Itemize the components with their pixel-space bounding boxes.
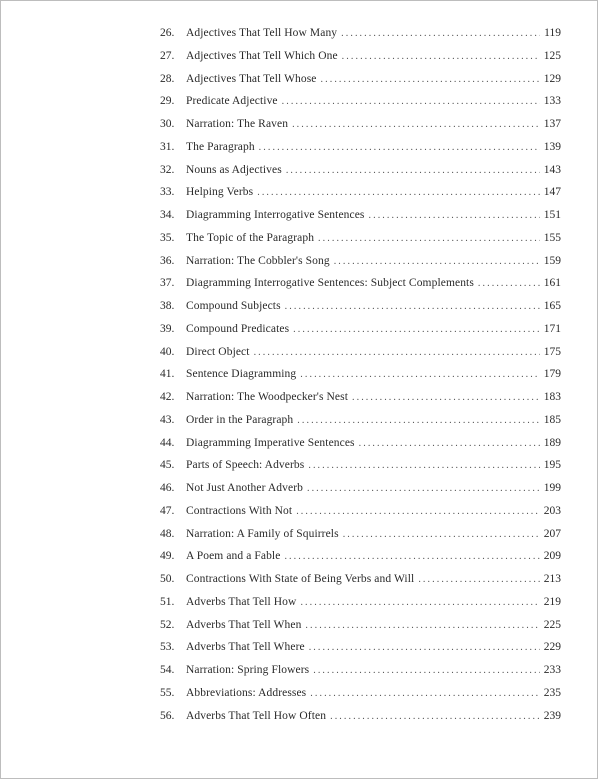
toc-entry	[160, 318, 561, 341]
dot-leader	[321, 69, 540, 92]
dot-leader	[330, 706, 540, 729]
toc-entry-number: 55.	[160, 686, 175, 699]
toc-entry-title: Parts of Speech: Adverbs	[186, 459, 305, 472]
toc-entry-number: 36.	[160, 254, 175, 267]
toc-entry-page: 129	[543, 72, 561, 85]
toc-entry	[160, 341, 561, 364]
dot-leader	[292, 114, 540, 137]
toc-entry-page: 137	[543, 118, 561, 130]
toc-entry-title: The Topic of the Paragraph	[186, 231, 315, 244]
toc-entry-number: 35.	[160, 231, 175, 244]
toc-entry-title: Narration: The Cobbler's Song	[186, 254, 330, 267]
dot-leader	[359, 433, 540, 456]
toc-entry-title: Adjectives That Tell Which One	[186, 49, 338, 62]
toc-entry	[160, 705, 561, 728]
toc-entry-page: 175	[543, 345, 561, 358]
toc-entry-page: 199	[543, 482, 561, 494]
toc-entry-page: 165	[543, 300, 561, 312]
dot-leader	[282, 91, 540, 114]
toc-entry	[160, 477, 561, 500]
dot-leader	[285, 296, 540, 319]
toc-entry	[160, 409, 561, 432]
dot-leader	[308, 455, 539, 478]
toc-entry-number: 51.	[160, 595, 175, 608]
dot-leader	[352, 387, 540, 410]
toc-entry	[160, 386, 561, 409]
dot-leader	[257, 182, 540, 205]
toc-entry-page: 195	[543, 459, 561, 472]
toc-entry-page: 151	[543, 209, 561, 221]
toc-entry-title: Narration: A Family of Squirrels	[186, 527, 339, 540]
toc-entry-title: A Poem and a Fable	[186, 550, 281, 563]
toc-entry-page: 119	[544, 27, 561, 39]
toc-entry-page: 233	[543, 664, 561, 676]
dot-leader	[334, 251, 540, 274]
toc-entry	[160, 90, 561, 113]
toc-entry-page: 207	[543, 527, 561, 540]
toc-entry-page: 239	[543, 709, 561, 722]
toc-entry	[160, 45, 561, 68]
toc-entry-number: 34.	[160, 209, 175, 221]
toc-entry-number: 49.	[160, 550, 175, 563]
toc-entry-number: 39.	[160, 322, 175, 335]
toc-entry-number: 28.	[160, 72, 175, 85]
toc-entry-title: The Paragraph	[186, 140, 255, 153]
toc-entry-page: 155	[543, 231, 561, 244]
table-of-contents	[160, 22, 561, 727]
dot-leader	[300, 592, 539, 615]
toc-entry-number: 37.	[160, 277, 175, 290]
toc-entry-title: Adjectives That Tell How Many	[186, 27, 338, 39]
toc-entry-title: Adverbs That Tell When	[186, 618, 302, 631]
toc-entry-number: 38.	[160, 300, 175, 312]
dot-leader	[307, 478, 540, 501]
toc-entry	[160, 181, 561, 204]
toc-entry-title: Narration: The Raven	[186, 118, 289, 130]
dot-leader	[478, 273, 540, 296]
toc-entry-page: 147	[543, 186, 561, 199]
toc-entry	[160, 204, 561, 227]
toc-entry-page: 225	[543, 618, 561, 631]
toc-entry-number: 33.	[160, 186, 175, 199]
toc-entry-number: 45.	[160, 459, 175, 472]
toc-entry-title: Predicate Adjective	[186, 95, 278, 108]
toc-entry-title: Diagramming Imperative Sentences	[186, 436, 355, 449]
toc-entry-title: Adverbs That Tell How Often	[186, 709, 327, 722]
toc-entry	[160, 523, 561, 546]
toc-entry-number: 50.	[160, 573, 175, 585]
toc-entry-title: Order in the Paragraph	[186, 413, 294, 426]
toc-entry-title: Not Just Another Adverb	[186, 482, 303, 494]
toc-entry-page: 209	[543, 550, 561, 563]
toc-entry-title: Narration: Spring Flowers	[186, 664, 310, 676]
toc-entry-number: 46.	[160, 482, 175, 494]
dot-leader	[341, 23, 540, 46]
toc-entry-page: 179	[543, 368, 561, 381]
toc-entry-page: 133	[543, 95, 561, 108]
toc-entry-number: 31.	[160, 140, 175, 153]
toc-entry	[160, 136, 561, 159]
toc-entry-page: 229	[543, 641, 561, 654]
toc-entry-title: Helping Verbs	[186, 186, 254, 199]
toc-entry-number: 32.	[160, 163, 175, 176]
toc-entry-number: 54.	[160, 664, 175, 676]
toc-entry-page: 235	[543, 686, 561, 699]
toc-entry-page: 213	[543, 573, 561, 585]
toc-entry-number: 47.	[160, 504, 175, 517]
toc-entry	[160, 545, 561, 568]
toc-entry-number: 48.	[160, 527, 175, 540]
dot-leader	[293, 319, 540, 342]
toc-entry-title: Adverbs That Tell Where	[186, 641, 305, 654]
toc-entry	[160, 614, 561, 637]
toc-entry-page: 203	[543, 504, 561, 517]
toc-entry-number: 44.	[160, 436, 175, 449]
dot-leader	[309, 637, 540, 660]
toc-entry	[160, 363, 561, 386]
dot-leader	[369, 205, 540, 228]
dot-leader	[305, 615, 539, 638]
toc-entry-page: 159	[543, 254, 561, 267]
toc-entry	[160, 659, 561, 682]
dot-leader	[297, 410, 539, 433]
toc-entry-number: 26.	[160, 27, 175, 39]
dot-leader	[259, 137, 540, 160]
toc-entry-page: 125	[543, 49, 561, 62]
dot-leader	[313, 660, 540, 683]
toc-entry-title: Narration: The Woodpecker's Nest	[186, 391, 348, 403]
toc-entry-title: Contractions With Not	[186, 504, 293, 517]
toc-entry	[160, 295, 561, 318]
dot-leader	[300, 364, 539, 387]
dot-leader	[310, 683, 539, 706]
dot-leader	[284, 546, 539, 569]
toc-entry-title: Diagramming Interrogative Sentences: Subject Complements	[186, 277, 474, 290]
dot-leader	[343, 524, 540, 547]
toc-entry	[160, 227, 561, 250]
toc-entry-page: 139	[543, 140, 561, 153]
toc-entry-page: 161	[543, 277, 561, 290]
toc-entry	[160, 568, 561, 591]
dot-leader	[342, 46, 540, 69]
toc-entry-page: 183	[543, 391, 561, 403]
toc-entry	[160, 500, 561, 523]
toc-entry	[160, 159, 561, 182]
dot-leader	[286, 160, 540, 183]
toc-entry	[160, 636, 561, 659]
toc-entry	[160, 272, 561, 295]
toc-entry-title: Abbreviations: Addresses	[186, 686, 307, 699]
toc-entry-title: Adverbs That Tell How	[186, 595, 297, 608]
dot-leader	[318, 228, 540, 251]
toc-entry	[160, 682, 561, 705]
toc-entry-title: Compound Predicates	[186, 322, 290, 335]
dot-leader	[254, 342, 540, 365]
toc-entry	[160, 250, 561, 273]
toc-entry-page: 189	[543, 436, 561, 449]
toc-entry-number: 42.	[160, 391, 175, 403]
toc-entry-page: 143	[543, 163, 561, 176]
toc-entry	[160, 113, 561, 136]
toc-entry-number: 27.	[160, 49, 175, 62]
toc-entry-number: 56.	[160, 709, 175, 722]
toc-entry	[160, 591, 561, 614]
toc-entry	[160, 432, 561, 455]
toc-entry-number: 41.	[160, 368, 175, 381]
toc-entry-title: Direct Object	[186, 345, 250, 358]
toc-entry-number: 40.	[160, 345, 175, 358]
toc-entry	[160, 454, 561, 477]
toc-entry-title: Compound Subjects	[186, 300, 281, 312]
toc-entry-title: Diagramming Interrogative Sentences	[186, 209, 365, 221]
dot-leader	[296, 501, 540, 524]
toc-entry-title: Nouns as Adjectives	[186, 163, 282, 176]
toc-entry-number: 30.	[160, 118, 175, 130]
dot-leader	[418, 569, 539, 592]
toc-entry-title: Sentence Diagramming	[186, 368, 297, 381]
toc-entry-title: Adjectives That Tell Whose	[186, 72, 317, 85]
toc-entry-number: 43.	[160, 413, 175, 426]
toc-entry-number: 53.	[160, 641, 175, 654]
toc-entry	[160, 68, 561, 91]
toc-entry-page: 185	[543, 413, 561, 426]
toc-entry-number: 52.	[160, 618, 175, 631]
toc-entry-page: 171	[543, 322, 561, 335]
toc-entry-number: 29.	[160, 95, 175, 108]
toc-entry	[160, 22, 561, 45]
toc-entry-title: Contractions With State of Being Verbs and Will	[186, 573, 415, 585]
toc-entry-page: 219	[543, 595, 561, 608]
